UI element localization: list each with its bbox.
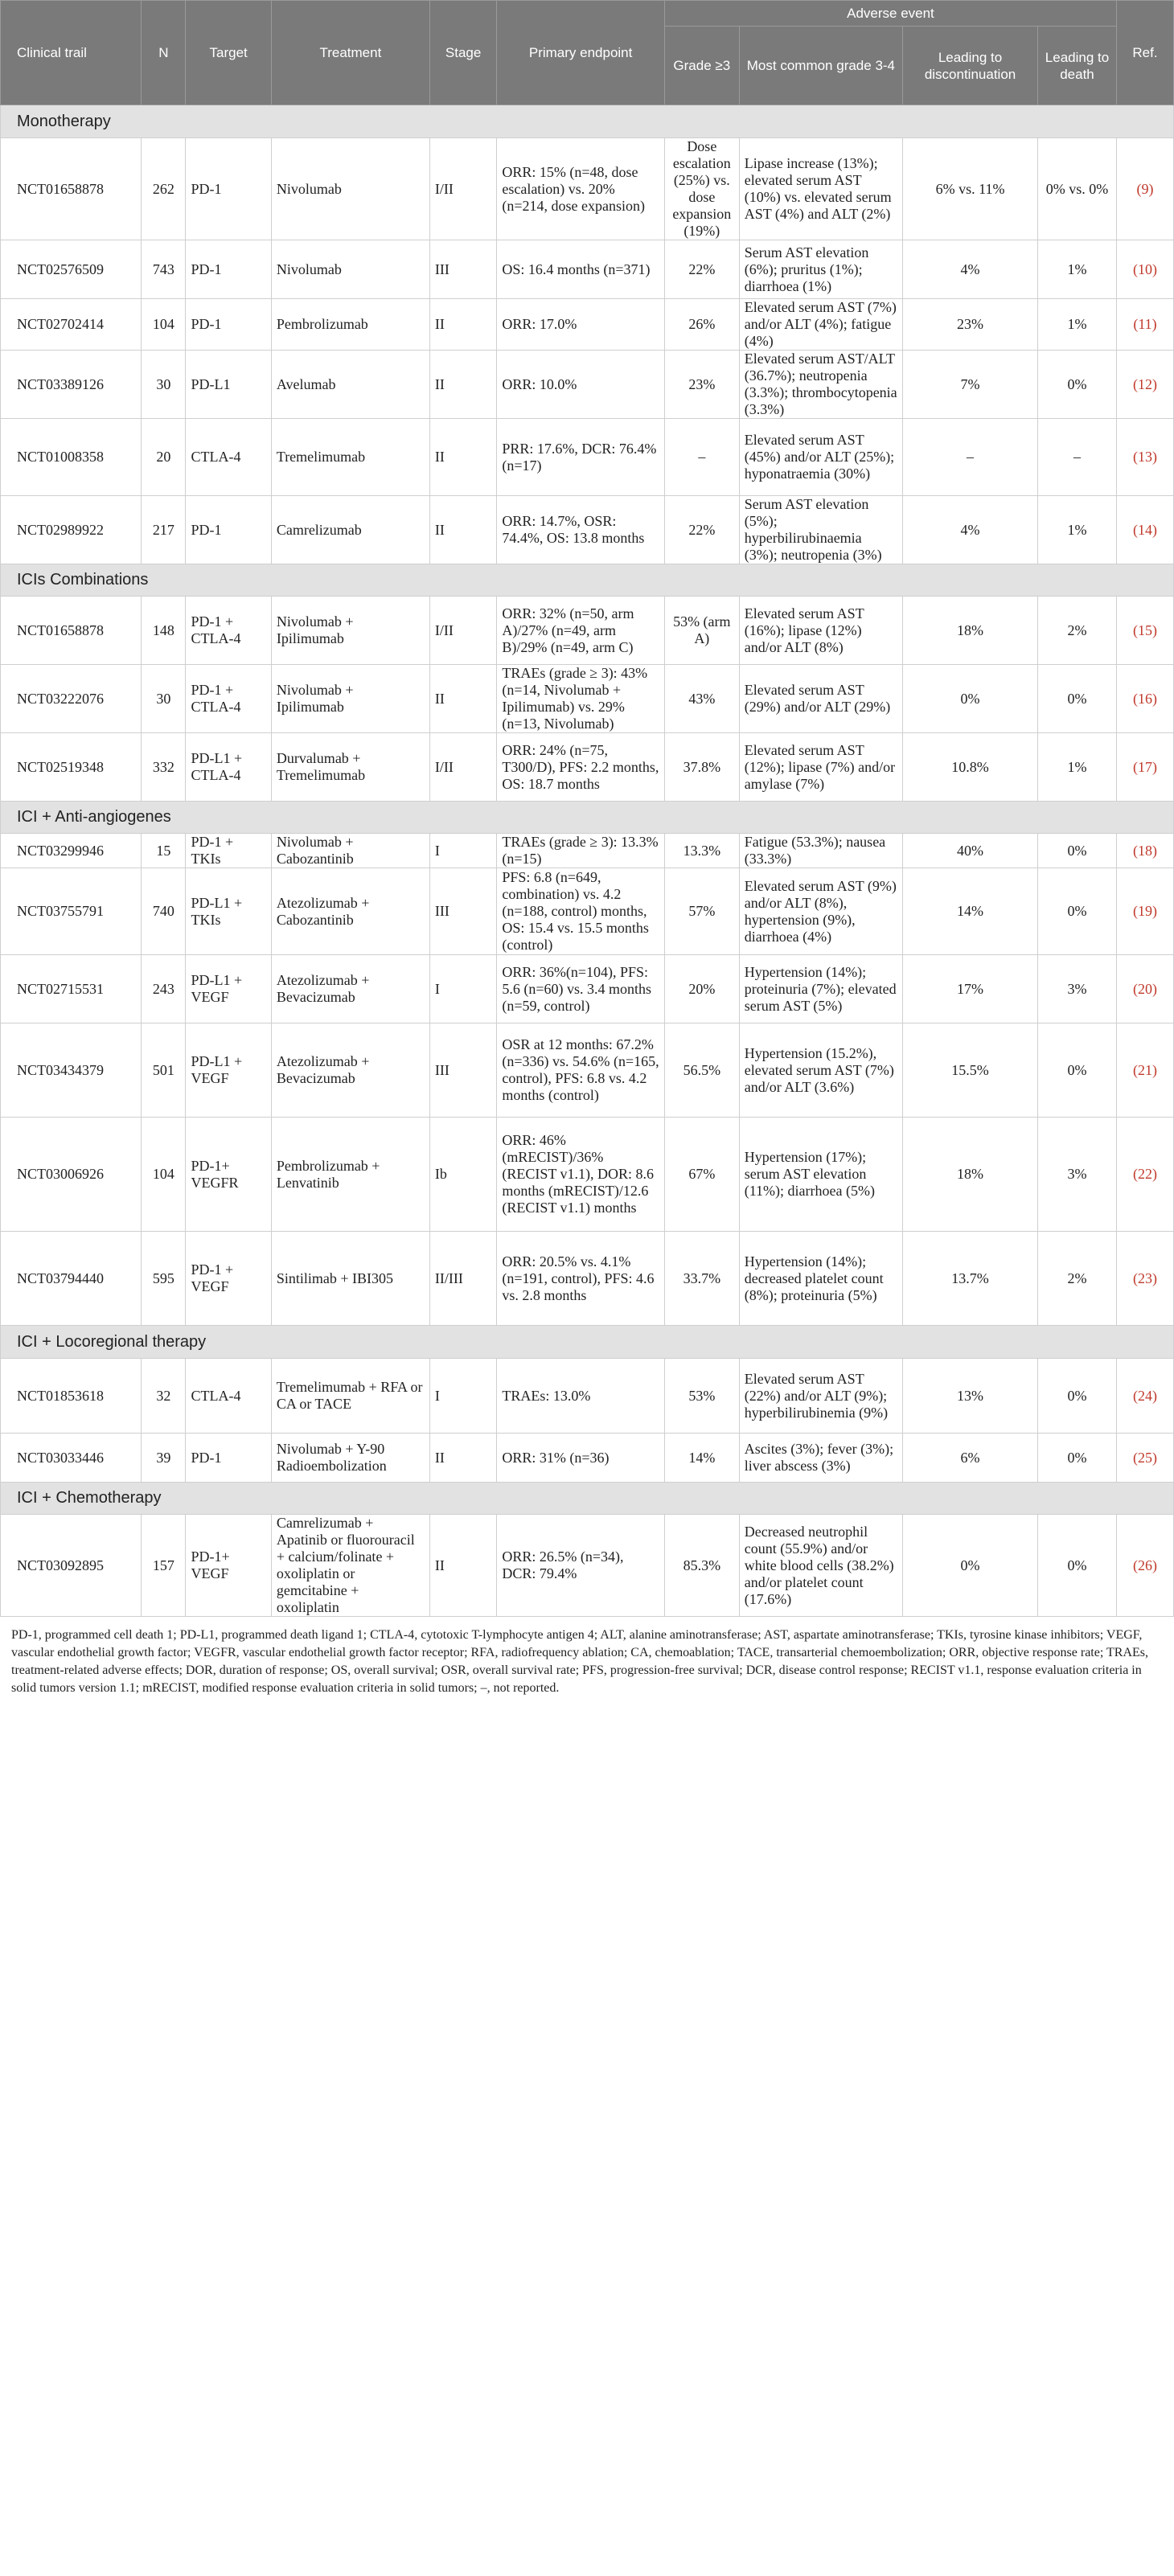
reference-cell[interactable]: (21) [1117,1023,1174,1118]
discontinuation-rate-cell: 13.7% [903,1232,1038,1326]
common-adverse-events-cell: Serum AST elevation (6%); pruritus (1%); diarrhoea (1%) [739,240,902,299]
reference-cell[interactable]: (17) [1117,733,1174,802]
sample-size-cell: 39 [142,1434,186,1483]
stage-cell: III [429,1023,496,1118]
treatment-cell: Camrelizumab [271,496,429,564]
treatment-cell: Camrelizumab + Apatinib or fluorouracil + calcium/folinate + oxoliplatin or gemcitabine + oxoliplatin [271,1515,429,1617]
trial-id-cell: NCT02989922 [1,496,142,564]
header-death: Leading to death [1037,27,1116,105]
grade3-rate-cell: 37.8% [664,733,739,802]
sample-size-cell: 30 [142,665,186,733]
section-title: Monotherapy [1,105,1174,138]
primary-endpoint-cell: ORR: 20.5% vs. 4.1% (n=191, control), PFS: 4.6 vs. 2.8 months [497,1232,665,1326]
death-rate-cell: 1% [1037,733,1116,802]
treatment-cell: Sintilimab + IBI305 [271,1232,429,1326]
reference-cell[interactable]: (12) [1117,351,1174,419]
grade3-rate-cell: – [664,419,739,496]
grade3-rate-cell: 20% [664,955,739,1023]
grade3-rate-cell: 56.5% [664,1023,739,1118]
header-ref: Ref. [1117,1,1174,105]
treatment-cell: Atezolizumab + Cabozantinib [271,868,429,955]
header-treatment: Treatment [271,1,429,105]
trial-id-cell: NCT02702414 [1,299,142,351]
primary-endpoint-cell: TRAEs (grade ≥ 3): 13.3% (n=15) [497,834,665,868]
stage-cell: III [429,868,496,955]
common-adverse-events-cell: Decreased neutrophil count (55.9%) and/or white blood cells (38.2%) and/or platelet count (17.6%) [739,1515,902,1617]
table-footnote: PD-1, programmed cell death 1; PD-L1, programmed death ligand 1; CTLA-4, cytotoxic T-lymphocyte antigen 4; ALT, alanine aminotransferase; AST, aspartate aminotransferase; TKIs, tyrosine kinase inhibitors; VEGF, vascular endothelial growth factor; VEGFR, vascular endothelial growth factor receptor; RFA, radiofrequency ablation; CA, chemoablation; TACE, transarterial chemoembolization; ORR, objective response rate; TRAEs, treatment-related adverse effects; DOR, duration of response; OS, overall survival; OSR, overall survival rate; PFS, progression-free survival; DCR, disease control response; RECIST v1.1, response evaluation criteria in solid tumors version 1.1; mRECIST, modified response evaluation criteria in solid tumors; –, not reported. [11,1628,1149,1695]
treatment-cell: Atezolizumab + Bevacizumab [271,1023,429,1118]
common-adverse-events-cell: Ascites (3%); fever (3%); liver abscess (3%) [739,1434,902,1483]
sample-size-cell: 595 [142,1232,186,1326]
target-cell: PD-1 + CTLA-4 [186,597,271,665]
sample-size-cell: 30 [142,351,186,419]
primary-endpoint-cell: ORR: 17.0% [497,299,665,351]
table-row [1,351,1174,419]
reference-cell[interactable]: (15) [1117,597,1174,665]
primary-endpoint-cell: PFS: 6.8 (n=649, combination) vs. 4.2 (n=188, control) months, OS: 15.4 vs. 15.5 months (control) [497,868,665,955]
primary-endpoint-cell: ORR: 32% (n=50, arm A)/27% (n=49, arm B)/29% (n=49, arm C) [497,597,665,665]
table-row [1,1515,1174,1617]
common-adverse-events-cell: Hypertension (14%); proteinuria (7%); elevated serum AST (5%) [739,955,902,1023]
target-cell: PD-1 [186,496,271,564]
discontinuation-rate-cell: 10.8% [903,733,1038,802]
table-row [1,1434,1174,1483]
common-adverse-events-cell: Serum AST elevation (5%); hyperbilirubinaemia (3%); neutropenia (3%) [739,496,902,564]
treatment-cell: Nivolumab + Cabozantinib [271,834,429,868]
sample-size-cell: 501 [142,1023,186,1118]
target-cell: PD-L1 + VEGF [186,1023,271,1118]
target-cell: PD-L1 + VEGF [186,955,271,1023]
stage-cell: II/III [429,1232,496,1326]
header-discontinuation: Leading to discontinuation [903,27,1038,105]
stage-cell: II [429,1434,496,1483]
discontinuation-rate-cell: 4% [903,240,1038,299]
grade3-rate-cell: 26% [664,299,739,351]
discontinuation-rate-cell: 7% [903,351,1038,419]
stage-cell: I [429,955,496,1023]
discontinuation-rate-cell: 23% [903,299,1038,351]
treatment-cell: Nivolumab + Ipilimumab [271,665,429,733]
death-rate-cell: – [1037,419,1116,496]
stage-cell: I/II [429,138,496,240]
table-row [1,868,1174,955]
table-row [1,665,1174,733]
treatment-cell: Durvalumab + Tremelimumab [271,733,429,802]
target-cell: PD-1 [186,240,271,299]
reference-cell[interactable]: (25) [1117,1434,1174,1483]
primary-endpoint-cell: ORR: 14.7%, OSR: 74.4%, OS: 13.8 months [497,496,665,564]
common-adverse-events-cell: Elevated serum AST (16%); lipase (12%) and/or ALT (8%) [739,597,902,665]
discontinuation-rate-cell: 6% [903,1434,1038,1483]
trial-id-cell: NCT03092895 [1,1515,142,1617]
grade3-rate-cell: 85.3% [664,1515,739,1617]
reference-cell[interactable]: (23) [1117,1232,1174,1326]
section-title: ICIs Combinations [1,564,1174,597]
table-row [1,955,1174,1023]
trial-id-cell: NCT02576509 [1,240,142,299]
table-header [1,1,1174,105]
grade3-rate-cell: 67% [664,1118,739,1232]
sample-size-cell: 243 [142,955,186,1023]
primary-endpoint-cell: ORR: 26.5% (n=34), DCR: 79.4% [497,1515,665,1617]
primary-endpoint-cell: ORR: 46% (mRECIST)/36% (RECIST v1.1), DOR: 8.6 months (mRECIST)/12.6 (RECIST v1.1) months [497,1118,665,1232]
trial-id-cell: NCT03033446 [1,1434,142,1483]
section-title: ICI + Locoregional therapy [1,1326,1174,1359]
primary-endpoint-cell: ORR: 15% (n=48, dose escalation) vs. 20% (n=214, dose expansion) [497,138,665,240]
header-n: N [142,1,186,105]
header-grade3: Grade ≥3 [664,27,739,105]
reference-cell[interactable]: (11) [1117,299,1174,351]
trial-id-cell: NCT03755791 [1,868,142,955]
table-row [1,419,1174,496]
trial-id-cell: NCT03299946 [1,834,142,868]
sample-size-cell: 740 [142,868,186,955]
common-adverse-events-cell: Elevated serum AST (7%) and/or ALT (4%); fatigue (4%) [739,299,902,351]
death-rate-cell: 0% [1037,1023,1116,1118]
discontinuation-rate-cell: 0% [903,1515,1038,1617]
common-adverse-events-cell: Hypertension (15.2%), elevated serum AST (7%) and/or ALT (3.6%) [739,1023,902,1118]
trial-id-cell: NCT02715531 [1,955,142,1023]
header-primary-endpoint: Primary endpoint [497,1,665,105]
death-rate-cell: 0% [1037,351,1116,419]
death-rate-cell: 0% [1037,1434,1116,1483]
target-cell: CTLA-4 [186,419,271,496]
treatment-cell: Nivolumab + Y-90 Radioembolization [271,1434,429,1483]
sample-size-cell: 20 [142,419,186,496]
table-row [1,733,1174,802]
grade3-rate-cell: Dose escalation (25%) vs. dose expansion (19%) [664,138,739,240]
target-cell: PD-1 [186,299,271,351]
target-cell: CTLA-4 [186,1359,271,1434]
header-most-common: Most common grade 3-4 [739,27,902,105]
death-rate-cell: 2% [1037,1232,1116,1326]
reference-cell[interactable]: (20) [1117,955,1174,1023]
reference-cell[interactable]: (22) [1117,1118,1174,1232]
common-adverse-events-cell: Elevated serum AST/ALT (36.7%); neutropenia (3.3%); thrombocytopenia (3.3%) [739,351,902,419]
stage-cell: I [429,834,496,868]
treatment-cell: Tremelimumab + RFA or CA or TACE [271,1359,429,1434]
trial-id-cell: NCT01658878 [1,597,142,665]
death-rate-cell: 2% [1037,597,1116,665]
reference-cell[interactable]: (9) [1117,138,1174,240]
header-adverse-event: Adverse event [664,1,1116,27]
target-cell: PD-1+ VEGFR [186,1118,271,1232]
section-title: ICI + Chemotherapy [1,1483,1174,1515]
treatment-cell: Avelumab [271,351,429,419]
death-rate-cell: 0% [1037,665,1116,733]
header-stage: Stage [429,1,496,105]
target-cell: PD-1+ VEGF [186,1515,271,1617]
trial-id-cell: NCT03222076 [1,665,142,733]
discontinuation-rate-cell: 17% [903,955,1038,1023]
grade3-rate-cell: 22% [664,240,739,299]
discontinuation-rate-cell: 14% [903,868,1038,955]
grade3-rate-cell: 23% [664,351,739,419]
death-rate-cell: 3% [1037,1118,1116,1232]
death-rate-cell: 0% [1037,1359,1116,1434]
common-adverse-events-cell: Lipase increase (13%); elevated serum AST (10%) vs. elevated serum AST (4%) and ALT (2%) [739,138,902,240]
sample-size-cell: 157 [142,1515,186,1617]
death-rate-cell: 0% [1037,868,1116,955]
reference-cell[interactable]: (18) [1117,834,1174,868]
reference-cell[interactable]: (10) [1117,240,1174,299]
trial-id-cell: NCT03794440 [1,1232,142,1326]
stage-cell: II [429,496,496,564]
stage-cell: II [429,351,496,419]
death-rate-cell: 3% [1037,955,1116,1023]
common-adverse-events-cell: Hypertension (17%); serum AST elevation (11%); diarrhoea (5%) [739,1118,902,1232]
grade3-rate-cell: 13.3% [664,834,739,868]
discontinuation-rate-cell: 0% [903,665,1038,733]
stage-cell: III [429,240,496,299]
trial-id-cell: NCT03389126 [1,351,142,419]
discontinuation-rate-cell: 13% [903,1359,1038,1434]
section-row [1,802,1174,834]
target-cell: PD-L1 + CTLA-4 [186,733,271,802]
table-row [1,834,1174,868]
header-clinical-trial: Clinical trail [1,1,142,105]
target-cell: PD-L1 [186,351,271,419]
target-cell: PD-L1 + TKIs [186,868,271,955]
primary-endpoint-cell: TRAEs: 13.0% [497,1359,665,1434]
sample-size-cell: 32 [142,1359,186,1434]
common-adverse-events-cell: Elevated serum AST (22%) and/or ALT (9%); hyperbilirubinemia (9%) [739,1359,902,1434]
primary-endpoint-cell: ORR: 24% (n=75, T300/D), PFS: 2.2 months, OS: 18.7 months [497,733,665,802]
reference-cell[interactable]: (19) [1117,868,1174,955]
table-row [1,597,1174,665]
common-adverse-events-cell: Hypertension (14%); decreased platelet count (8%); proteinuria (5%) [739,1232,902,1326]
sample-size-cell: 104 [142,299,186,351]
grade3-rate-cell: 22% [664,496,739,564]
sample-size-cell: 743 [142,240,186,299]
target-cell: PD-1 [186,1434,271,1483]
common-adverse-events-cell: Elevated serum AST (45%) and/or ALT (25%); hyponatraemia (30%) [739,419,902,496]
grade3-rate-cell: 14% [664,1434,739,1483]
table-row [1,1118,1174,1232]
primary-endpoint-cell: PRR: 17.6%, DCR: 76.4% (n=17) [497,419,665,496]
grade3-rate-cell: 43% [664,665,739,733]
primary-endpoint-cell: ORR: 36%(n=104), PFS: 5.6 (n=60) vs. 3.4 months (n=59, control) [497,955,665,1023]
section-row [1,1483,1174,1515]
primary-endpoint-cell: TRAEs (grade ≥ 3): 43% (n=14, Nivolumab + Ipilimumab) vs. 29% (n=13, Nivolumab) [497,665,665,733]
trial-id-cell: NCT01658878 [1,138,142,240]
stage-cell: II [429,1515,496,1617]
discontinuation-rate-cell: – [903,419,1038,496]
target-cell: PD-1 + CTLA-4 [186,665,271,733]
stage-cell: II [429,299,496,351]
stage-cell: Ib [429,1118,496,1232]
table-body [1,105,1174,1617]
common-adverse-events-cell: Elevated serum AST (9%) and/or ALT (8%), hypertension (9%), diarrhoea (4%) [739,868,902,955]
table-row [1,138,1174,240]
trial-id-cell: NCT03434379 [1,1023,142,1118]
target-cell: PD-1 + VEGF [186,1232,271,1326]
stage-cell: I/II [429,597,496,665]
reference-cell[interactable]: (26) [1117,1515,1174,1617]
grade3-rate-cell: 53% [664,1359,739,1434]
target-cell: PD-1 + TKIs [186,834,271,868]
common-adverse-events-cell: Fatigue (53.3%); nausea (33.3%) [739,834,902,868]
primary-endpoint-cell: ORR: 10.0% [497,351,665,419]
sample-size-cell: 148 [142,597,186,665]
table-row [1,299,1174,351]
sample-size-cell: 262 [142,138,186,240]
reference-cell[interactable]: (14) [1117,496,1174,564]
common-adverse-events-cell: Elevated serum AST (29%) and/or ALT (29%) [739,665,902,733]
treatment-cell: Nivolumab + Ipilimumab [271,597,429,665]
trial-id-cell: NCT01853618 [1,1359,142,1434]
discontinuation-rate-cell: 18% [903,597,1038,665]
primary-endpoint-cell: OSR at 12 months: 67.2% (n=336) vs. 54.6% (n=165, control), PFS: 6.8 vs. 4.2 months (control) [497,1023,665,1118]
death-rate-cell: 0% [1037,1515,1116,1617]
primary-endpoint-cell: OS: 16.4 months (n=371) [497,240,665,299]
treatment-cell: Pembrolizumab [271,299,429,351]
table-row [1,1359,1174,1434]
section-row [1,105,1174,138]
discontinuation-rate-cell: 6% vs. 11% [903,138,1038,240]
stage-cell: I [429,1359,496,1434]
treatment-cell: Atezolizumab + Bevacizumab [271,955,429,1023]
table-row [1,1232,1174,1326]
grade3-rate-cell: 53% (arm A) [664,597,739,665]
trial-id-cell: NCT02519348 [1,733,142,802]
section-row [1,1326,1174,1359]
header-target: Target [186,1,271,105]
table-row [1,240,1174,299]
reference-cell[interactable]: (16) [1117,665,1174,733]
trial-id-cell: NCT01008358 [1,419,142,496]
table-row [1,496,1174,564]
death-rate-cell: 0% vs. 0% [1037,138,1116,240]
discontinuation-rate-cell: 4% [903,496,1038,564]
treatment-cell: Nivolumab [271,240,429,299]
discontinuation-rate-cell: 18% [903,1118,1038,1232]
treatment-cell: Nivolumab [271,138,429,240]
death-rate-cell: 1% [1037,496,1116,564]
death-rate-cell: 1% [1037,240,1116,299]
stage-cell: II [429,665,496,733]
section-row [1,564,1174,597]
sample-size-cell: 104 [142,1118,186,1232]
sample-size-cell: 217 [142,496,186,564]
death-rate-cell: 0% [1037,834,1116,868]
treatment-cell: Tremelimumab [271,419,429,496]
target-cell: PD-1 [186,138,271,240]
primary-endpoint-cell: ORR: 31% (n=36) [497,1434,665,1483]
trial-id-cell: NCT03006926 [1,1118,142,1232]
treatment-cell: Pembrolizumab + Lenvatinib [271,1118,429,1232]
section-title: ICI + Anti-angiogenes [1,802,1174,834]
death-rate-cell: 1% [1037,299,1116,351]
discontinuation-rate-cell: 40% [903,834,1038,868]
discontinuation-rate-cell: 15.5% [903,1023,1038,1118]
sample-size-cell: 332 [142,733,186,802]
stage-cell: I/II [429,733,496,802]
stage-cell: II [429,419,496,496]
common-adverse-events-cell: Elevated serum AST (12%); lipase (7%) and/or amylase (7%) [739,733,902,802]
sample-size-cell: 15 [142,834,186,868]
grade3-rate-cell: 33.7% [664,1232,739,1326]
grade3-rate-cell: 57% [664,868,739,955]
reference-cell[interactable]: (13) [1117,419,1174,496]
reference-cell[interactable]: (24) [1117,1359,1174,1434]
table-row [1,1023,1174,1118]
